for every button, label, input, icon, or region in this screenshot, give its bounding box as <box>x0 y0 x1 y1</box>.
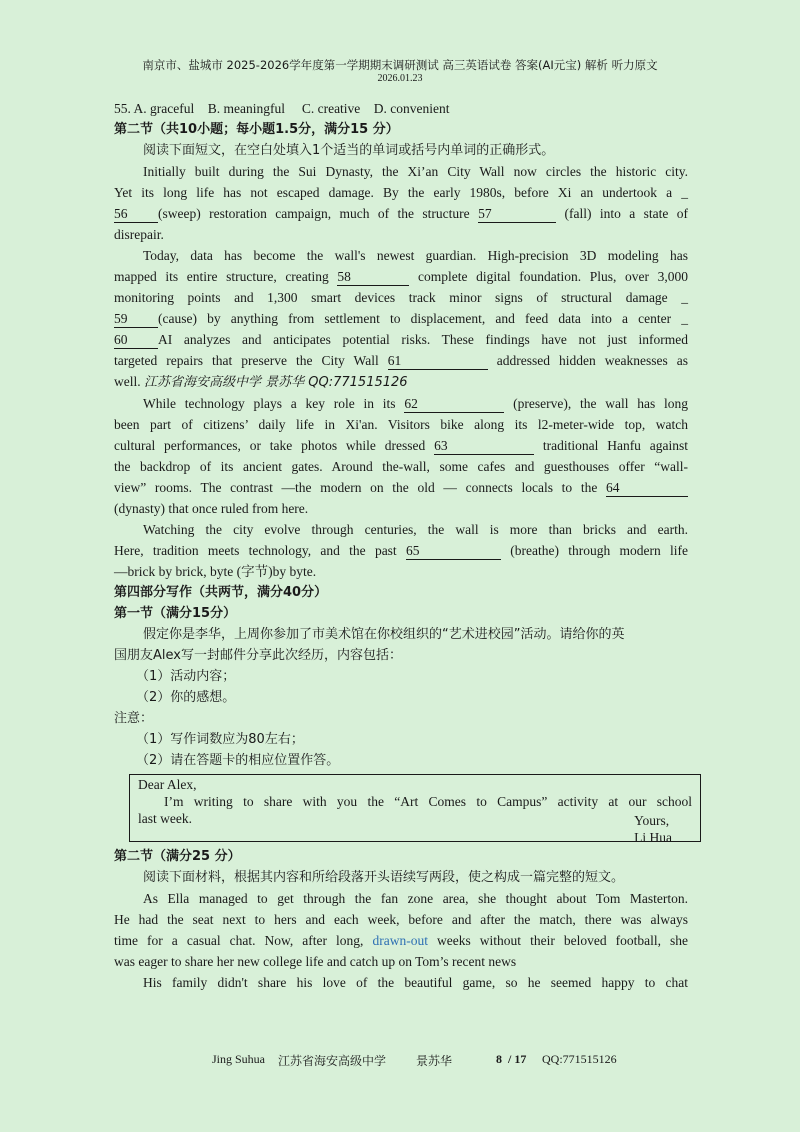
passage-line: As Ella managed to get through the fan zone area, she thought about Tom Masterton. <box>143 891 688 906</box>
part4-note-1: （1）写作词数应为80左右； <box>136 732 304 747</box>
passage-line: view” rooms. The contrast —the modern on the old — connects locals to the 64 <box>114 477 688 498</box>
footer-name: 景苏华 <box>416 1054 453 1068</box>
header-date: 2026.01.23 <box>377 73 423 84</box>
blank-58: 58 <box>337 269 409 286</box>
part4-s2-heading: 第二节（满分25 分） <box>114 849 241 864</box>
page-header <box>0 58 800 86</box>
blank-61: 61 <box>388 353 488 370</box>
passage-line: was eager to share her new college life and catch up on Tom’s recent news <box>114 954 517 969</box>
blank-64: 64 <box>606 480 688 497</box>
footer-school: 江苏省海安高级中学 <box>278 1054 387 1068</box>
passage-line: mapped its entire structure, creating 58 complete digital foundation. Plus, over 3,000 <box>114 269 688 284</box>
letter-template-box <box>129 774 701 845</box>
passage-line: well. 江苏省海安高级中学 景苏华 QQ:771515126 <box>114 374 408 390</box>
passage-line: cultural performances, or take photos while dressed 63 traditional Hanfu against <box>114 438 688 453</box>
highlighted-term: drawn-out <box>372 933 428 948</box>
part4-item-1: （1）活动内容； <box>136 669 236 684</box>
passage-line: targeted repairs that preserve the City Wall 61 addressed hidden weaknesses as <box>114 353 689 368</box>
passage-line: Here, tradition meets technology, and the past 65 (breathe) through modern life <box>114 543 689 558</box>
letter-closing: Yours, <box>634 813 670 828</box>
letter-greeting: Dear Alex, <box>138 777 197 792</box>
footer-qq: QQ:771515126 <box>542 1052 617 1066</box>
q55-options: 55. A. graceful B. meaningful C. creative D. convenient <box>114 101 450 116</box>
blank-56: 56 <box>114 206 158 223</box>
letter-name: Li Hua <box>634 830 672 845</box>
passage-line: He had the seat next to hers and each week, before and after the match, there was always <box>114 912 688 927</box>
passage-line: (dynasty) that once ruled from here. <box>114 501 309 516</box>
part4-item-2: （2）你的感想。 <box>136 690 236 705</box>
page-total: / 17 <box>508 1052 527 1066</box>
passage-line: 56 (sweep) restoration campaign, much of the structure 57 (fall) into a state of <box>114 206 689 221</box>
part4-s2-instruction: 阅读下面材料，根据其内容和所给段落开头语续写两段，使之构成一篇完整的短文。 <box>143 870 625 885</box>
header-title: 南京市、盐城市 2025-2026学年度第一学期期末调研测试 高三英语试卷 答案(AI元宝) 解析 听力原文 <box>142 58 658 72</box>
page-number: 8 <box>496 1052 502 1066</box>
section2-instruction: 阅读下面短文，在空白处填入1个适当的单词或括号内单词的正确形式。 <box>143 143 555 158</box>
passage-line: monitoring points and 1,300 smart devices track minor signs of structural damage _ <box>114 290 688 305</box>
letter-signature <box>634 812 672 846</box>
footer-author: Jing Suhua <box>212 1052 266 1066</box>
passage-line: Initially built during the Sui Dynasty, the Xi’an City Wall now circles the historic city. <box>143 164 688 179</box>
part4-heading: 第四部分写作（共两节，满分40分） <box>114 585 328 600</box>
letter-line: last week. <box>138 811 192 826</box>
passage-line: 60 AI analyzes and anticipates potential risks. These findings have not just informed <box>114 332 688 347</box>
part4-note-2: （2）请在答题卡的相应位置作答。 <box>136 753 340 768</box>
author-watermark: 江苏省海安高级中学 景苏华 QQ:771515126 <box>144 375 408 390</box>
blank-63: 63 <box>434 438 534 455</box>
passage-line: Yet its long life has not escaped damage. By the early 1980s, before Xi an undertook a _ <box>114 185 688 200</box>
passage-line: disrepair. <box>114 227 164 242</box>
passage-line: While technology plays a key role in its 62 (preserve), the wall has long <box>143 396 689 411</box>
passage-line: the backdrop of its ancient gates. Around the-wall, some cafes and guesthouses offer “wall- <box>114 459 688 474</box>
passage-line: —brick by brick, byte (字节)by byte. <box>114 564 317 579</box>
passage-line: Watching the city evolve through centuries, the wall is more than bricks and earth. <box>143 522 688 537</box>
passage-line: time for a casual chat. Now, after long, drawn-out weeks without their beloved football, she <box>114 933 689 948</box>
part4-s1-heading: 第一节（满分15分） <box>114 606 237 621</box>
section2-heading: 第二节（共10小题；每小题1.5分，满分15 分） <box>114 122 399 137</box>
blank-62: 62 <box>404 396 504 413</box>
blank-65: 65 <box>406 543 501 560</box>
part4-s1-prompt: 假定你是李华，上周你参加了市美术馆在你校组织的“艺术进校园”活动。请给你的英 <box>143 627 625 642</box>
part4-s1-prompt-cont: 国朋友Alex写一封邮件分享此次经历，内容包括： <box>114 648 402 663</box>
passage-line: His family didn't share his love of the beautiful game, so he seemed happy to chat <box>143 975 688 990</box>
blank-59: 59 <box>114 311 158 328</box>
document-body <box>114 98 692 993</box>
passage-line: been part of citizens’ daily life in Xi'an. Visitors bike along its l2-meter-wide top, watch <box>114 417 688 432</box>
passage-line: Today, data has become the wall's newest guardian. High-precision 3D modeling has <box>143 248 688 263</box>
part4-note-label: 注意： <box>114 711 154 726</box>
letter-line: I’m writing to share with you the “Art Comes to Campus” activity at our school <box>164 794 692 809</box>
blank-60: 60 <box>114 332 158 349</box>
passage-line: 59 (cause) by anything from settlement to displacement, and feed data into a center _ <box>114 311 688 326</box>
blank-57: 57 <box>478 206 556 223</box>
